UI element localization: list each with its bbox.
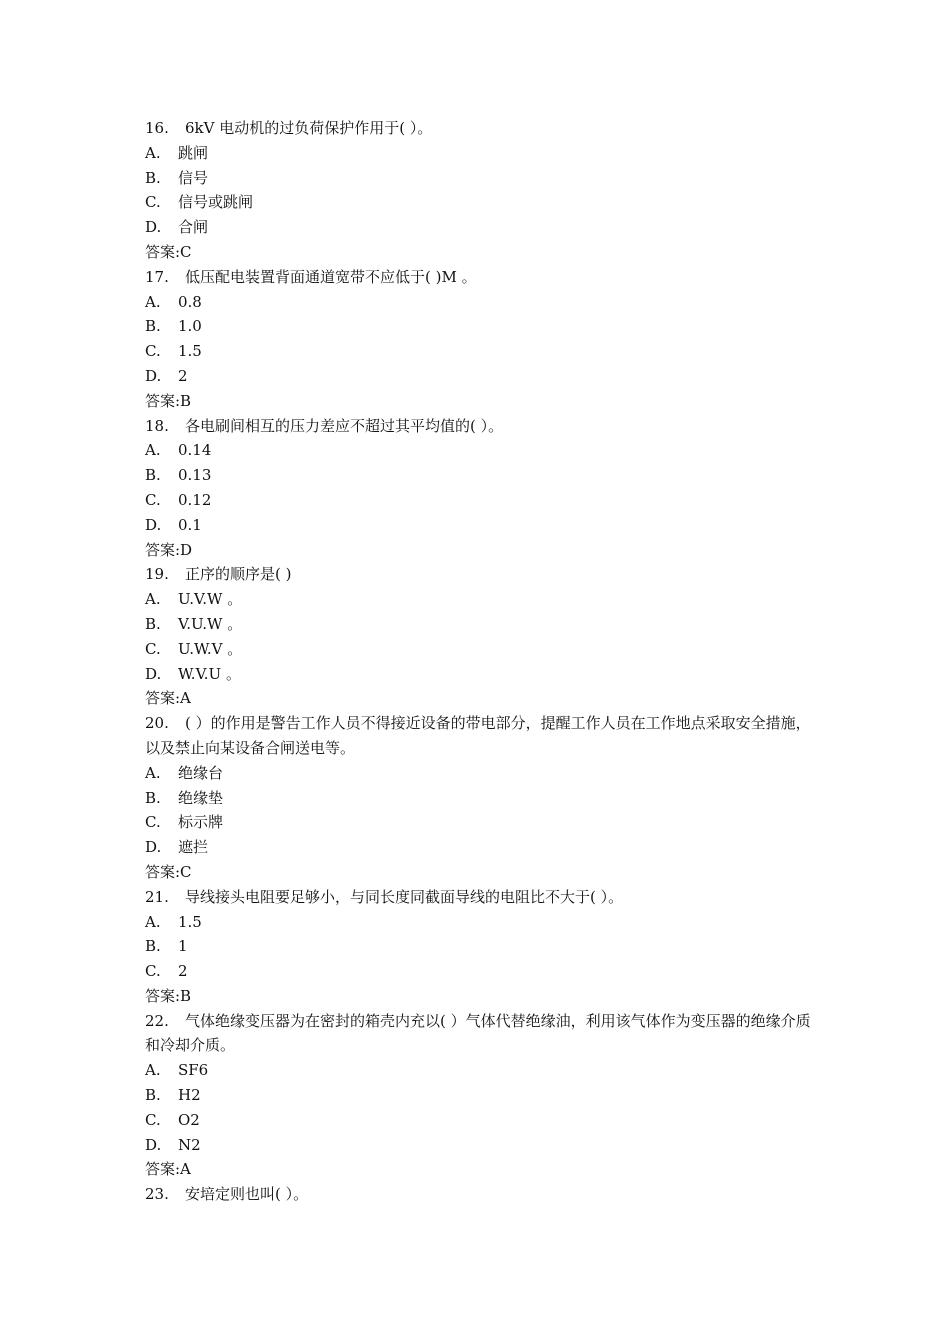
question-text: 各电刷间相互的压力差应不超过其平均值的( ）。 [185,416,504,435]
question-number: 16. [145,119,169,137]
answer-line: 答案:C [145,862,192,881]
option-text: 0.12 [178,490,212,509]
option-letter: C. [145,962,161,981]
option-text: 2 [178,962,188,981]
option-text: O2 [178,1110,200,1129]
option-item [145,587,815,612]
option-letter: A. [145,912,161,931]
option-letter: C. [145,639,161,658]
option-item [145,1083,815,1108]
option-letter: A. [145,292,161,311]
option-item [145,662,815,687]
option-letter: B. [145,317,161,336]
option-item [145,364,815,389]
option-item [145,463,815,488]
question-number: 19. [145,565,169,584]
option-text: 0.8 [178,292,202,311]
question-stem [145,711,815,761]
question-stem [145,414,815,439]
option-text: SF6 [178,1061,209,1080]
option-text: 遮拦 [178,838,209,857]
question-text: 低压配电装置背面通道宽带不应低于( )M 。 [185,267,477,286]
option-letter: B. [145,466,161,485]
option-text: 1.0 [178,317,202,336]
question-stem [145,562,815,587]
option-item [145,910,815,935]
option-text: 绝缘垫 [178,788,224,807]
option-item [145,190,815,215]
option-letter: B. [145,1086,161,1105]
option-letter: C. [145,342,161,361]
option-item [145,1108,815,1133]
option-letter: C. [145,193,161,212]
option-item [145,761,815,786]
option-item [145,166,815,191]
question-number: 17. [145,267,169,286]
option-letter: A. [145,590,161,609]
option-text: 绝缘台 [178,763,224,782]
option-letter: A. [145,143,161,162]
question-stem [145,1009,815,1059]
option-text: 1.5 [178,912,202,931]
option-text: 合闸 [178,218,209,237]
option-item [145,612,815,637]
option-letter: A. [145,1061,161,1080]
question-number: 21. [145,887,169,906]
question-number: 23. [145,1185,169,1204]
option-letter: B. [145,614,161,633]
option-text: 1.5 [178,342,202,361]
option-text: V.U.W 。 [178,614,243,633]
option-item [145,810,815,835]
question-stem [145,1182,815,1207]
option-text: 1 [178,937,188,956]
option-letter: D. [145,218,162,237]
answer-line: 答案:B [145,986,192,1005]
option-letter: D. [145,664,162,683]
option-item [145,488,815,513]
question-list [145,116,815,1207]
option-text: 信号 [178,168,209,187]
option-item [145,141,815,166]
option-item [145,290,815,315]
option-letter: B. [145,937,161,956]
option-item [145,786,815,811]
question-number: 22. [145,1011,169,1030]
option-item [145,215,815,240]
option-text: H2 [178,1086,201,1105]
answer-line: 答案:A [145,689,191,708]
question-text: 气体绝缘变压器为在密封的箱壳内充以( ）气体代替绝缘油，利用该气体作为变压器的绝缘介质和冷却介质。 [145,1011,811,1055]
question-stem [145,116,815,141]
option-item [145,438,815,463]
option-text: 跳闸 [178,143,209,162]
answer-line: 答案:B [145,391,192,410]
option-letter: C. [145,490,161,509]
question-text: 正序的顺序是( ) [185,565,292,584]
answer-line: 答案:C [145,242,192,261]
option-letter: D. [145,515,162,534]
question-text: 6kV 电动机的过负荷保护作用于( ）。 [185,119,433,137]
option-text: U.W.V 。 [178,639,243,658]
option-item [145,637,815,662]
option-item [145,339,815,364]
option-text: 2 [178,366,188,385]
option-item [145,513,815,538]
option-item [145,934,815,959]
option-item [145,314,815,339]
option-text: 标示牌 [178,813,224,832]
option-letter: C. [145,813,161,832]
option-text: W.V.U 。 [178,664,241,683]
option-letter: A. [145,763,161,782]
question-stem [145,265,815,290]
option-letter: D. [145,366,162,385]
option-letter: D. [145,1135,162,1154]
question-number: 18. [145,416,169,435]
question-number: 20. [145,714,169,733]
answer-line: 答案:D [145,540,193,559]
option-text: U.V.W 。 [178,590,243,609]
option-text: 0.1 [178,515,202,534]
answer-line: 答案:A [145,1160,191,1179]
option-item [145,835,815,860]
option-text: 信号或跳闸 [178,193,254,212]
option-letter: C. [145,1110,161,1129]
option-letter: D. [145,838,162,857]
option-item [145,1058,815,1083]
option-item [145,1133,815,1158]
option-letter: B. [145,788,161,807]
question-stem [145,885,815,910]
question-text: 安培定则也叫( ）。 [185,1185,309,1204]
option-item [145,959,815,984]
option-text: N2 [178,1135,201,1154]
question-text: ( ）的作用是警告工作人员不得接近设备的带电部分，提醒工作人员在工作地点采取安全措施，以及禁止向某设备合闸送电等。 [145,714,811,757]
option-letter: A. [145,441,161,460]
question-text: 导线接头电阻要足够小，与同长度同截面导线的电阻比不大于( ）。 [185,887,624,906]
option-letter: B. [145,168,161,187]
option-text: 0.13 [178,466,212,485]
option-text: 0.14 [178,441,212,460]
